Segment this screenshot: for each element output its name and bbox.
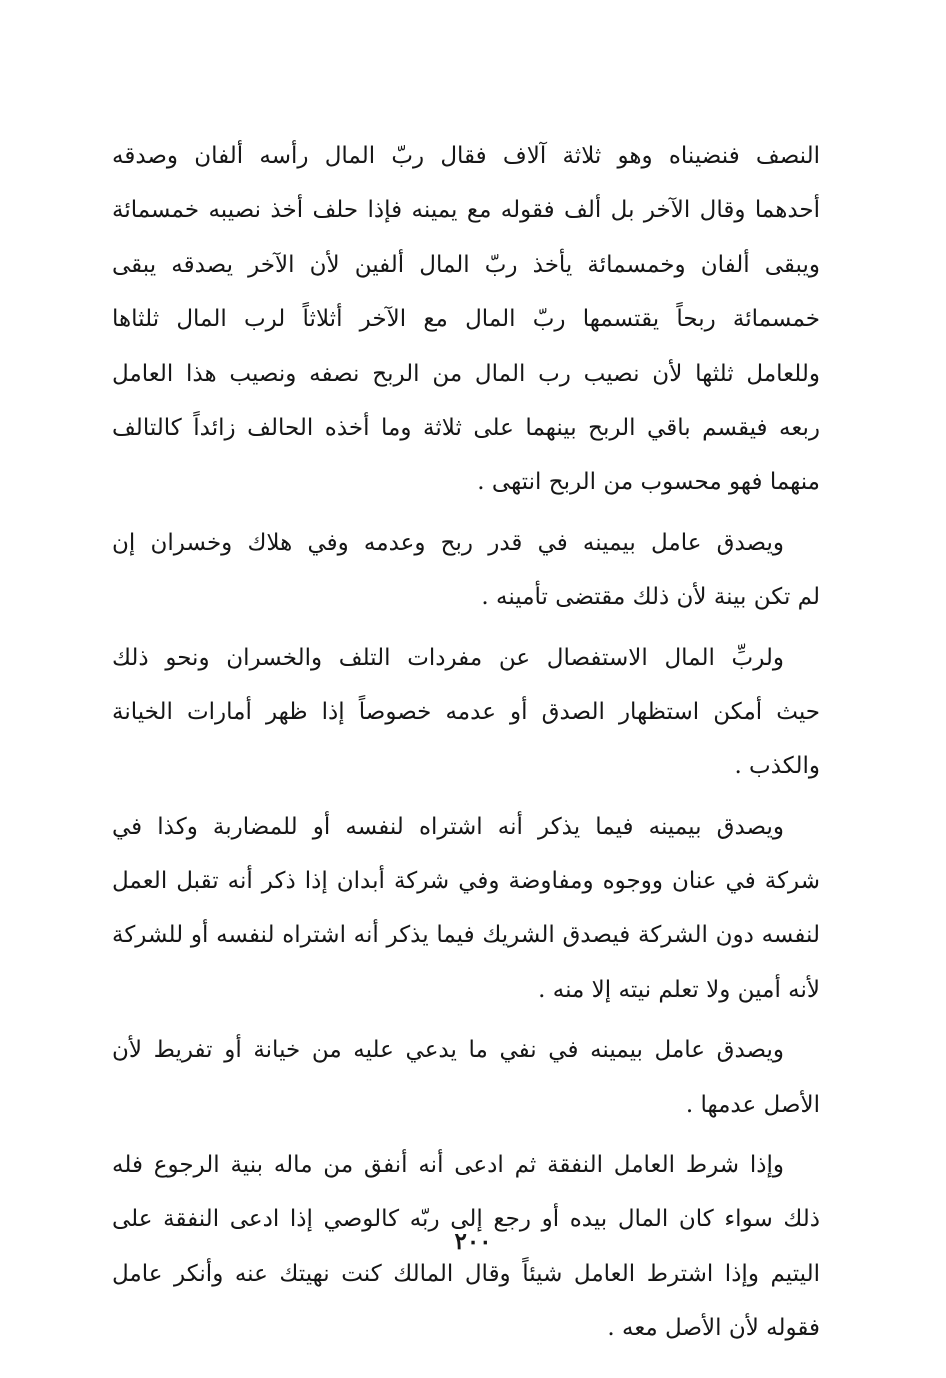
text-line: لم تكن بينة لأن ذلك مقتضى تأمينه .: [481, 584, 820, 611]
paragraph: [112, 129, 820, 510]
text-line: ولربِّ المال الاستفصال عن مفردات التلف والخسران ونحو ذلك: [112, 644, 784, 671]
text-line: أحدهما وقال الآخر بل ألف فقوله مع يمينه فإذا حلف أخذ نصيبه خمسمائة: [112, 197, 820, 224]
text-line: وإذا شرط العامل النفقة ثم ادعى أنه أنفق من ماله بنية الرجوع فله: [112, 1152, 784, 1179]
paragraph: [112, 1023, 820, 1132]
text-line: منهما فهو محسوب من الربح انتهى .: [477, 469, 820, 496]
text-line: شركة في عنان ووجوه ومفاوضة وفي شركة أبدان إذا ذكر أنه تقبل العمل: [112, 868, 820, 895]
text-line: ويصدق عامل بيمينه في نفي ما يدعي عليه من خيانة أو تفريط لأن: [112, 1037, 784, 1064]
text-line: ويصدق بيمينه فيما يذكر أنه اشتراه لنفسه أو للمضاربة وكذا في: [112, 813, 784, 840]
paragraph: [112, 800, 820, 1018]
text-line: ويصدق عامل بيمينه في قدر ربح وعدمه وفي هلاك وخسران إن: [112, 529, 784, 556]
text-line: وللعامل ثلثها لأن نصيب رب المال من الربح نصفه ونصيب هذا العامل: [112, 360, 820, 387]
paragraph: [112, 631, 820, 794]
text-line: لنفسه دون الشركة فيصدق الشريك فيما يذكر أنه اشتراه لنفسه أو للشركة: [112, 922, 820, 949]
text-line: ربعه فيقسم باقي الربح بينهما على ثلاثة وما أخذه الحالف زائداً كالتالف: [112, 414, 820, 441]
text-line: خمسمائة ربحاً يقتسمها ربّ المال مع الآخر أثلاثاً لرب المال ثلثاها: [112, 306, 820, 333]
text-line: فقوله لأن الأصل معه .: [607, 1315, 820, 1342]
text-line: النصف فنضيناه وهو ثلاثة آلاف فقال ربّ المال رأسه ألفان وصدقه: [112, 143, 820, 169]
text-line: اليتيم وإذا اشترط العامل شيئاً وقال المالك كنت نهيتك عنه وأنكر عامل: [112, 1260, 820, 1287]
text-line: الأصل عدمها .: [685, 1091, 820, 1118]
page-number: ٢٠٠: [454, 1228, 492, 1255]
body-text: [112, 129, 820, 1356]
text-line: لأنه أمين ولا تعلم نيته إلا منه .: [538, 976, 820, 1003]
text-line: والكذب .: [734, 753, 820, 780]
text-line: ذلك سواء كان المال بيده أو رجع إلى ربّه كالوصي إذا ادعى النفقة على: [112, 1206, 820, 1233]
text-line: ويبقى ألفان وخمسمائة يأخذ ربّ المال ألفين لأن الآخر يصدقه يبقى: [112, 251, 820, 278]
text-line: حيث أمكن استظهار الصدق أو عدمه خصوصاً إذا ظهر أمارات الخيانة: [112, 698, 820, 725]
paragraph: [112, 516, 820, 625]
